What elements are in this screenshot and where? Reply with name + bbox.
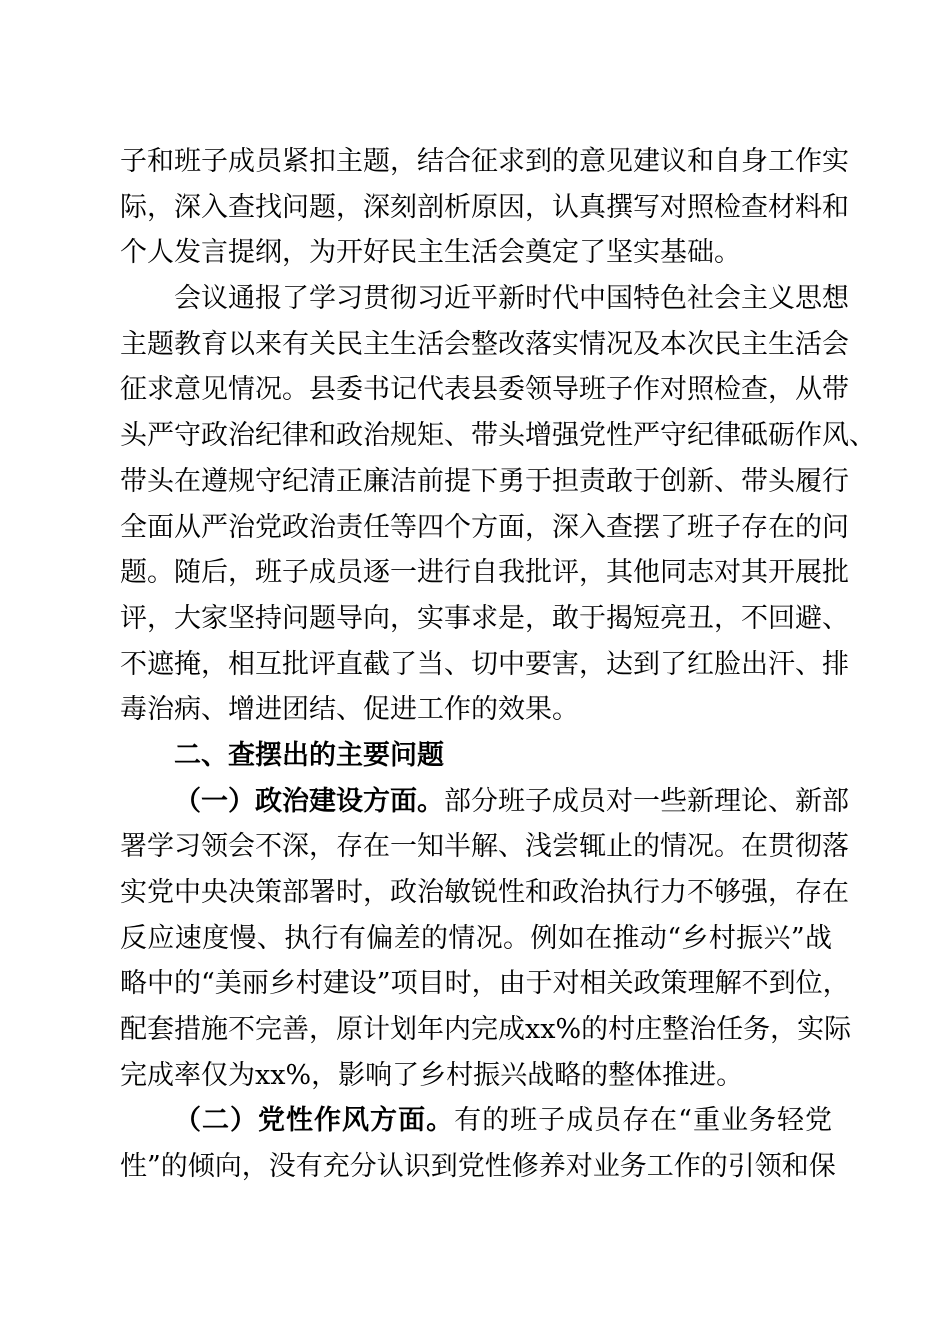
text-line: 头严守政治纪律和政治规矩、带头增强党性严守纪律砥砺作风、 [120, 420, 876, 452]
text-line: 主题教育以来有关民主生活会整改落实情况及本次民主生活会 [120, 328, 849, 360]
document-body [120, 139, 876, 1190]
text-line: 性”的倾向，没有充分认识到党性修养对业务工作的引领和保 [120, 1151, 836, 1183]
text-line: 会议通报了学习贯彻习近平新时代中国特色社会主义思想 [174, 283, 849, 315]
subsection-lead: （一）政治建设方面。 [174, 785, 444, 817]
text-line: 评，大家坚持问题导向，实事求是，敢于揭短亮丑，不回避、 [120, 602, 849, 634]
text-line [120, 779, 849, 825]
text-line: 题。随后，班子成员逐一进行自我批评，其他同志对其开展批 [120, 557, 849, 589]
text-line: 际，深入查找问题，深刻剖析原因，认真撰写对照检查材料和 [120, 191, 849, 223]
paragraph-party-style [120, 1098, 836, 1189]
text-line: 署学习领会不深，存在一知半解、浅尝辄止的情况。在贯彻落 [120, 831, 849, 863]
paragraph-meeting-report [120, 276, 876, 733]
text-line [120, 1098, 832, 1144]
text-line: 征求意见情况。县委书记代表县委领导班子作对照检查，从带 [120, 374, 849, 406]
text-line: 带头在遵规守纪清正廉洁前提下勇于担责敢于创新、带头履行 [120, 465, 849, 497]
text-line: 个人发言提纲，为开好民主生活会奠定了坚实基础。 [120, 237, 741, 269]
text-line: 略中的“美丽乡村建设”项目时，由于对相关政策理解不到位， [120, 968, 850, 1000]
paragraph-political-building [120, 779, 852, 1099]
text-line: 子和班子成员紧扣主题，结合征求到的意见建议和自身工作实 [120, 146, 849, 177]
text-run: 有的班子成员存在“重业务轻党 [454, 1105, 833, 1137]
section-heading: 二、查摆出的主要问题 [174, 739, 444, 771]
text-line: 实党中央决策部署时，政治敏锐性和政治执行力不够强，存在 [120, 877, 849, 908]
text-line: 反应速度慢、执行有偏差的情况。例如在推动“乡村振兴”战 [120, 922, 832, 954]
subsection-lead: （二）党性作风方面。 [174, 1105, 455, 1137]
text-run: 部分班子成员对一些新理论、新部 [444, 785, 849, 817]
paragraph-continued [120, 139, 849, 276]
text-line: 毒治病、增进团结、促进工作的效果。 [120, 694, 579, 726]
text-line: 完成率仅为xx%，影响了乡村振兴战略的整体推进。 [120, 1059, 744, 1091]
text-line: 配套措施不完善，原计划年内完成xx%的村庄整治任务，实际 [120, 1014, 852, 1046]
text-line: 不遮掩，相互批评直截了当、切中要害，达到了红脸出汗、排 [120, 648, 849, 680]
text-line: 全面从严治党政治责任等四个方面，深入查摆了班子存在的问 [120, 511, 849, 543]
